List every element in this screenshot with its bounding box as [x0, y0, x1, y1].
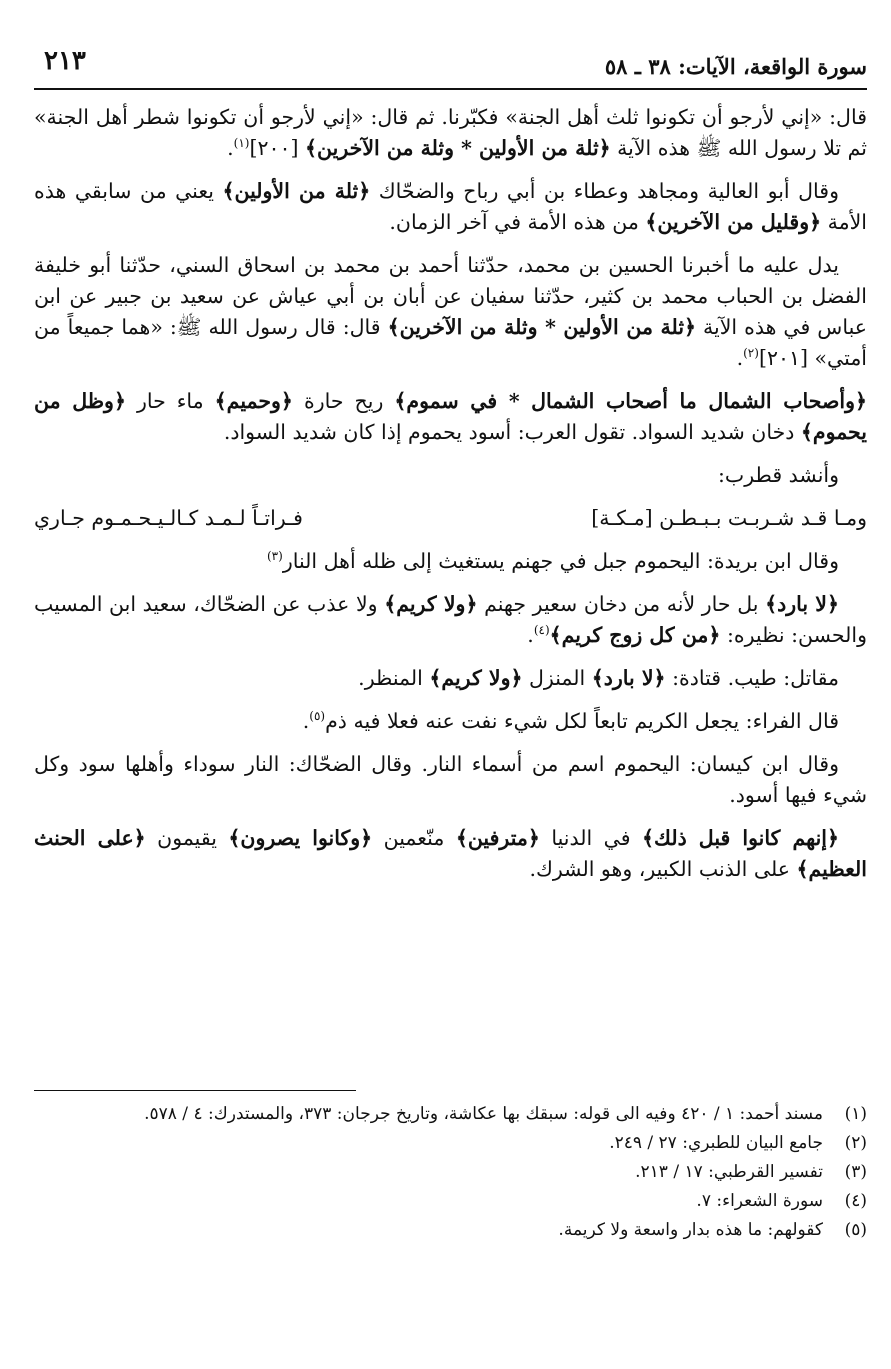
paragraph-7	[34, 589, 867, 651]
paragraph-1	[34, 102, 867, 164]
footnote-item	[34, 1158, 867, 1187]
footnote-text: جامع البيان للطبري: ٢٧ / ٢٤٩.	[609, 1133, 823, 1153]
footnote-item	[34, 1187, 867, 1216]
text-run: وقال ابن بريدة: اليحموم جبل في جهنم يستغيث إلى ظله أهل النار	[282, 549, 839, 573]
text-run: [٢٠٠]	[249, 136, 306, 160]
text-run: ولا عذب عن الضحّاك، سعيد ابن المسيب والحسن: نظيره:	[34, 592, 867, 647]
text-run: قال: «إني لأرجو أن تكونوا ثلث أهل الجنة» فكبّرنا. ثم قال: «إني لأرجو أن تكونوا شطر أهل الجنة» ثم تلا رسول الله ﷺ هذه الآية	[34, 105, 867, 160]
footnote-number: (٣)	[844, 1162, 867, 1182]
text-run: قال: قال رسول الله ﷺ: «هما جميعاً من أمتي» [٢٠١]	[34, 315, 867, 370]
footnote-number: (٤)	[844, 1191, 867, 1211]
text-run: دخان شديد السواد. تقول العرب: أسود يحموم إذا كان شديد السواد.	[223, 420, 801, 444]
text-run: .	[527, 623, 534, 647]
footnote-text: كقولهم: ما هذه بدار واسعة ولا كريمة.	[558, 1220, 823, 1240]
footnote-number: (١)	[844, 1104, 867, 1124]
footnote-item	[34, 1129, 867, 1158]
text-run: مقاتل: طيب. قتادة:	[665, 666, 839, 690]
quran-quote: ﴿على الحنث العظيم﴾	[34, 826, 867, 881]
text-run: .	[227, 136, 234, 160]
running-head: سورة الواقعة، الآيات: ٣٨ ـ ٥٨	[604, 54, 867, 79]
main-text	[34, 102, 867, 897]
header-rule	[34, 88, 867, 90]
text-run: من هذه الأمة في آخر الزمان.	[389, 210, 646, 234]
footnote-separator	[34, 1090, 356, 1091]
book-page	[34, 40, 867, 1340]
quran-quote: ﴿ولا كريم﴾	[429, 666, 523, 690]
text-run: ريح حارة	[292, 389, 395, 413]
quran-quote: ﴿وكانوا يصرون﴾	[228, 826, 373, 850]
paragraph-9	[34, 706, 867, 737]
text-run: المنظر.	[358, 666, 430, 690]
text-run: في الدنيا	[539, 826, 643, 850]
quran-quote: ﴿لا بارد﴾	[765, 592, 839, 616]
text-run: يعني من سابقي هذه الأمة	[34, 179, 867, 234]
paragraph-6	[34, 546, 867, 577]
text-run: .	[736, 346, 744, 370]
text-run: وقال أبو العالية ومجاهد وعطاء بن أبي رباح والضحّاك	[370, 179, 839, 203]
footnotes	[34, 1100, 867, 1245]
quran-quote: ﴿من كل زوج كريم﴾	[549, 623, 721, 647]
text-run: بل حار لأنه من دخان سعير جهنم	[477, 592, 766, 616]
footnote-ref: (٣)	[266, 549, 283, 564]
verse-second-hemistich: فـراتـاً لـمـد كـالـيـحـمـوم جـاري	[34, 506, 303, 530]
paragraph-4	[34, 386, 867, 448]
text-run: ماء حار	[125, 389, 215, 413]
paragraph-2	[34, 176, 867, 238]
verse-first-hemistich: ومـا قـد شـربـت بـبـطـن [مـكـة]	[591, 506, 867, 530]
quran-quote: ﴿مترفين﴾	[455, 826, 540, 850]
paragraph-10: وقال ابن كيسان: اليحموم اسم من أسماء النار. وقال الضحّاك: النار سوداء وأهلها سود وكل شيء فيها أسود.	[34, 752, 867, 807]
quran-quote: ﴿إنهم كانوا قبل ذلك﴾	[642, 826, 839, 850]
page-header	[34, 40, 867, 88]
footnote-ref: (٥)	[309, 709, 326, 724]
footnote-text: تفسير القرطبي: ١٧ / ٢١٣.	[635, 1162, 823, 1182]
quran-quote: ﴿ثلة من الأولين * وثلة من الآخرين﴾	[305, 136, 611, 160]
text-run: يدل عليه ما أخبرنا الحسين بن محمد، حدّثنا أحمد بن محمد بن اسحاق السني، حدّثنا أبو خليفة الفضل بن الحباب محمد بن كثير، حدّثنا سفيان عن أبان بن أبي عياش عن سعيد بن جبير عن ابن عباس في هذه الآية	[34, 253, 867, 339]
footnote-number: (٥)	[844, 1220, 867, 1240]
poetry-verse	[34, 503, 867, 534]
quran-quote: ﴿وظل من يحموم﴾	[34, 389, 867, 444]
quran-quote: ﴿ولا كريم﴾	[384, 592, 478, 616]
text-run: يقيمون	[145, 826, 229, 850]
text-run: المنزل	[522, 666, 592, 690]
footnote-item	[34, 1100, 867, 1129]
paragraph-3	[34, 250, 867, 374]
quran-quote: ﴿وحميم﴾	[214, 389, 293, 413]
paragraph-8	[34, 663, 867, 694]
footnote-ref: (١)	[233, 136, 250, 151]
quran-quote: ﴿وأصحاب الشمال ما أصحاب الشمال * في سموم﴾	[394, 389, 867, 413]
page-number: ٢١٣	[44, 46, 86, 76]
text-run: منّعمين	[372, 826, 456, 850]
footnote-item	[34, 1216, 867, 1245]
footnote-ref: (٢)	[743, 346, 759, 361]
quran-quote: ﴿ثلة من الأولين * وثلة من الآخرين﴾	[387, 315, 697, 339]
footnote-text: سورة الشعراء: ٧.	[696, 1191, 823, 1211]
footnote-text: مسند أحمد: ١ / ٤٢٠ وفيه الى قوله: سبقك بها عكاشة، وتاريخ جرجان: ٣٧٣، والمستدرك: ٤ / ٥٧٨.	[144, 1104, 823, 1124]
text-run: قال الفراء: يجعل الكريم تابعاً لكل شيء نفت عنه فعلا فيه ذم	[325, 709, 839, 733]
footnote-number: (٢)	[844, 1133, 867, 1153]
paragraph-5: وأنشد قطرب:	[718, 463, 839, 487]
quran-quote: ﴿لا بارد﴾	[591, 666, 666, 690]
text-run: .	[302, 709, 310, 733]
text-run: على الذنب الكبير، وهو الشرك.	[529, 857, 797, 881]
quran-quote: ﴿ثلة من الأولين﴾	[222, 179, 371, 203]
quran-quote: ﴿وقليل من الآخرين﴾	[645, 210, 822, 234]
footnote-ref: (٤)	[533, 623, 550, 638]
paragraph-11	[34, 823, 867, 885]
